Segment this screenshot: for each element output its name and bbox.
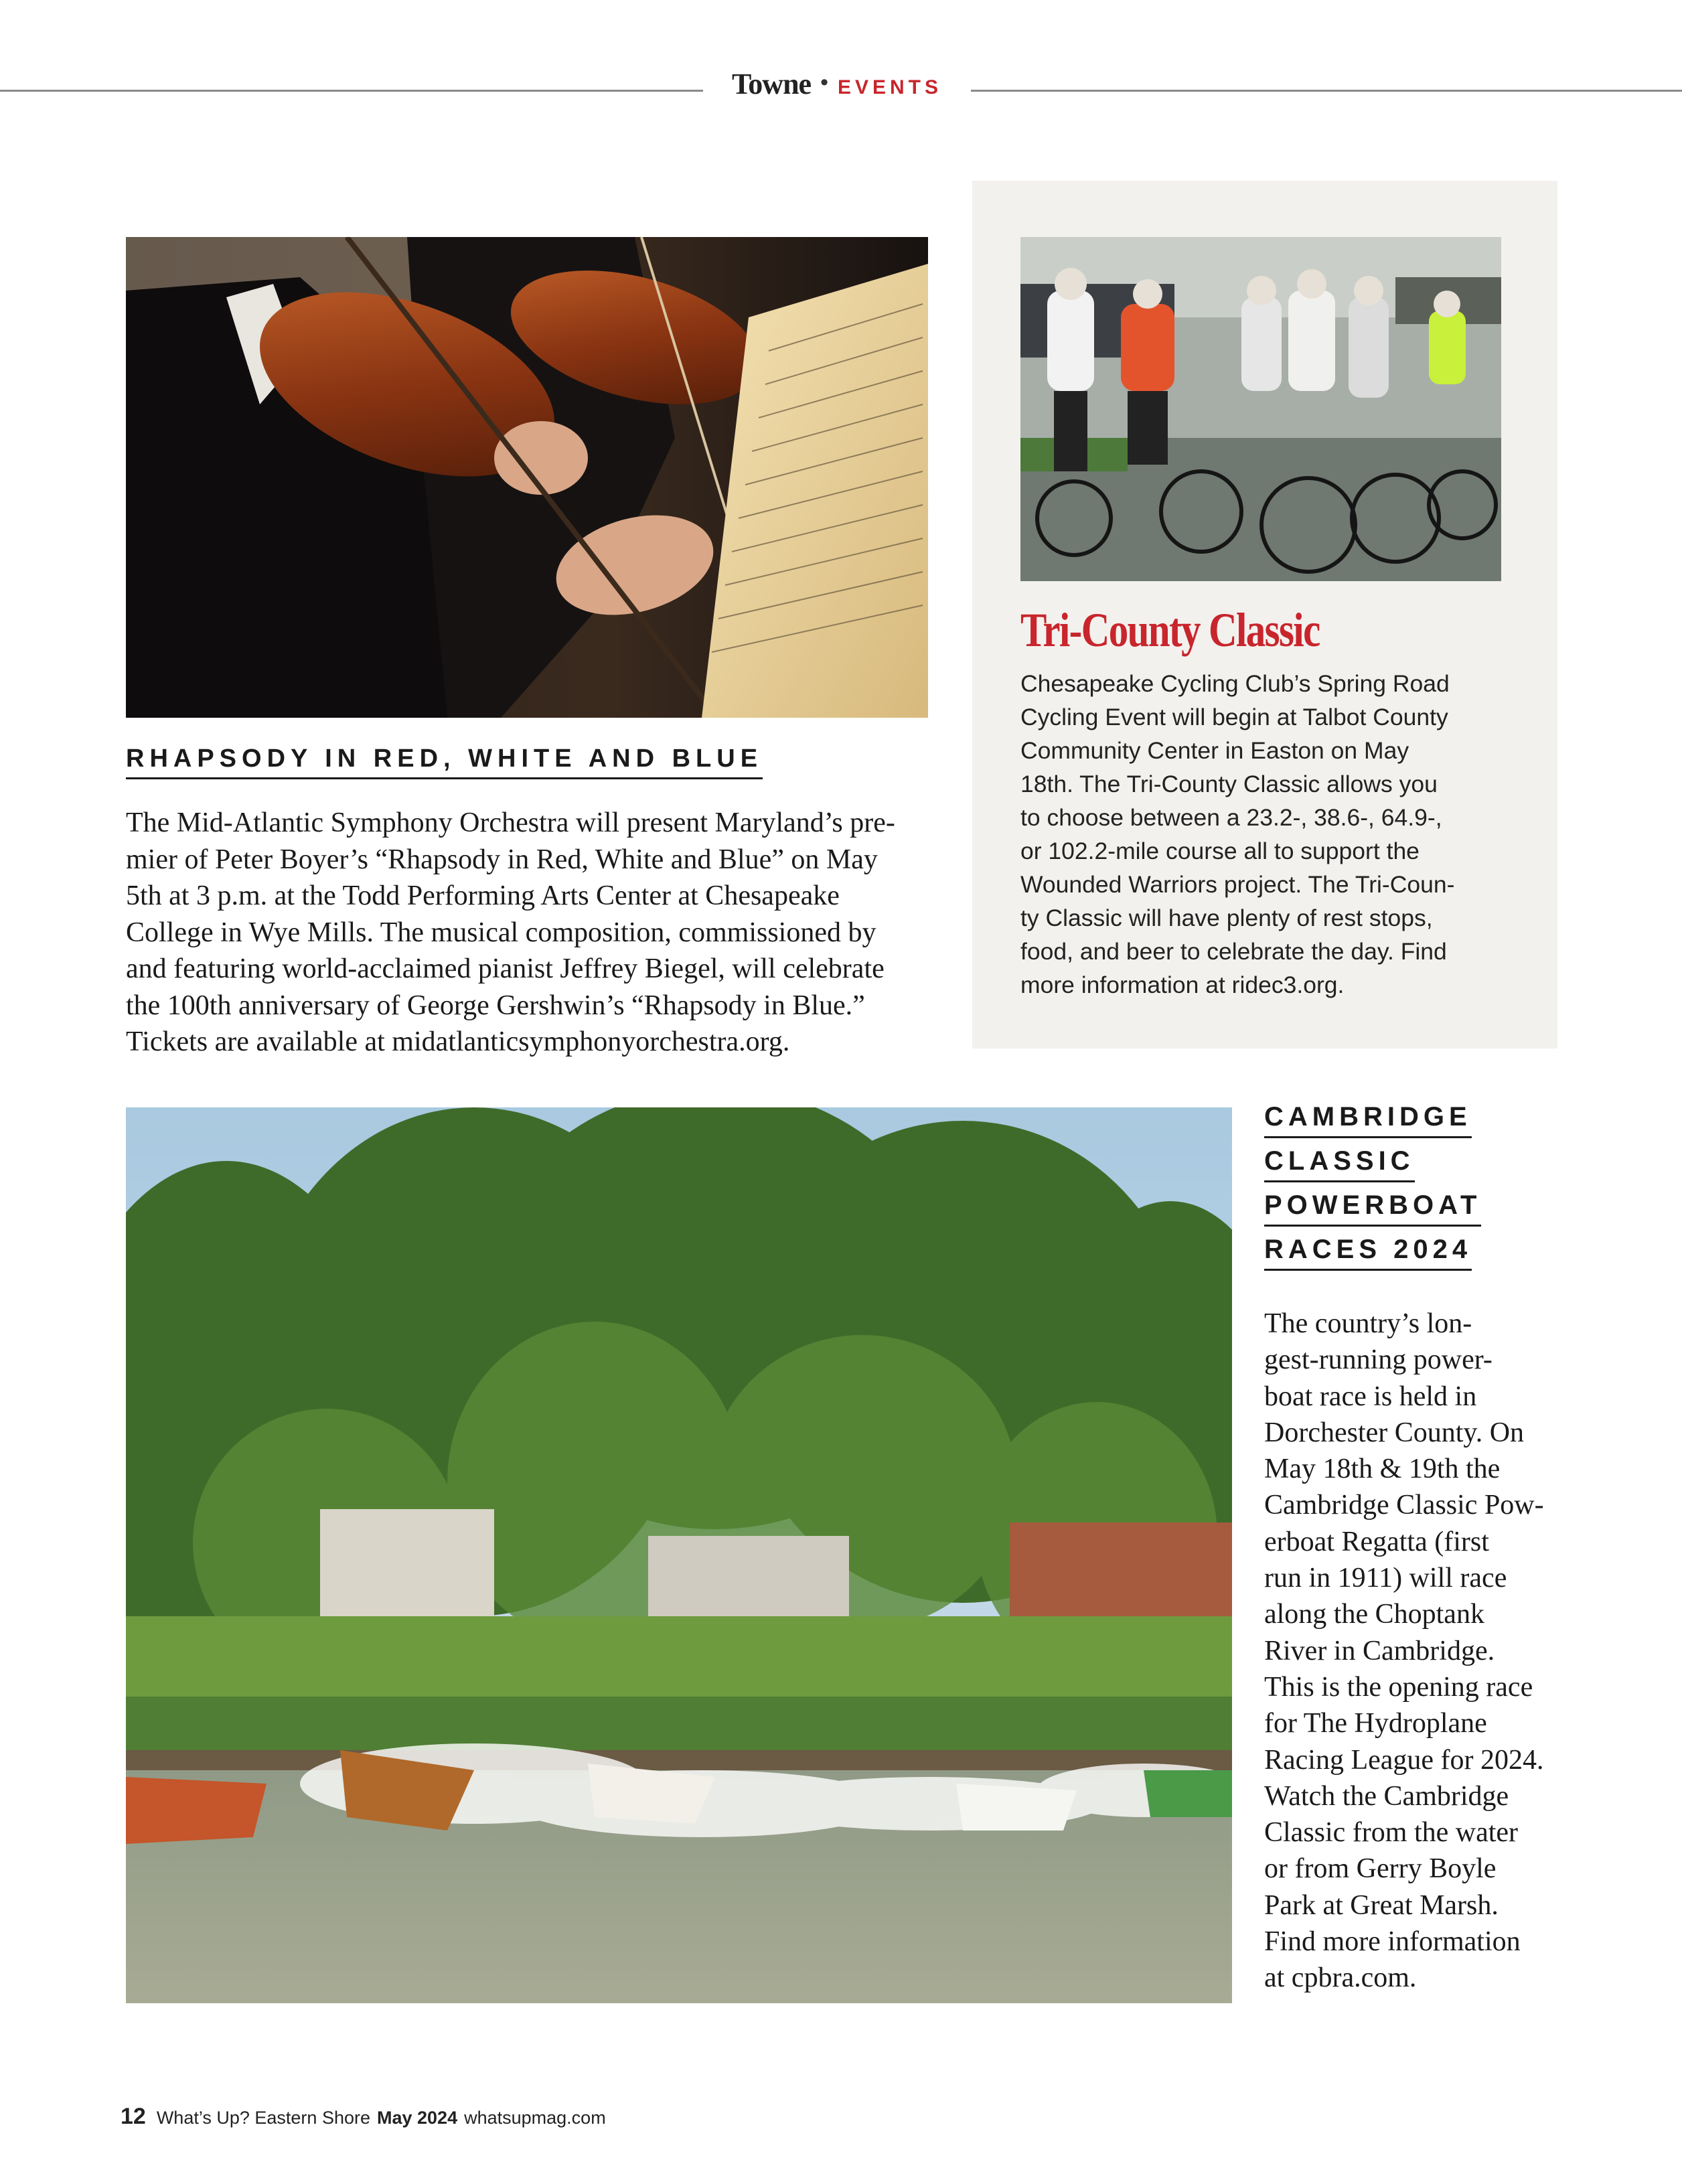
rhapsody-line: the 100th anniversary of George Gershwin’s “Rhapsody in Blue.”	[126, 990, 865, 1021]
header-rule-left	[0, 90, 703, 92]
page-footer	[121, 2104, 606, 2130]
website-url: whatsupmag.com	[464, 2108, 606, 2128]
tricounty-line: food, and beer to celebrate the day. Find	[1020, 938, 1447, 965]
cambridge-line: Park at Great Marsh.	[1264, 1889, 1499, 1921]
cambridge-line: Classic from the water	[1264, 1817, 1519, 1849]
cambridge-line: for The Hydroplane	[1264, 1708, 1487, 1739]
cambridge-heading	[1264, 1102, 1572, 1279]
cambridge-line: boat race is held in	[1264, 1381, 1477, 1412]
running-header	[710, 67, 964, 101]
tricounty-body	[1020, 667, 1503, 1002]
rhapsody-line: 5th at 3 p.m. at the Todd Performing Arts Center at Chesapeake	[126, 880, 840, 911]
cycling-photo	[1020, 237, 1501, 581]
rhapsody-line: Tickets are available at midatlanticsymphonyorchestra.org.	[126, 1026, 790, 1057]
violin-photo-illustration	[126, 237, 928, 718]
cycling-photo-illustration	[1020, 237, 1501, 581]
tricounty-line: more information at ridec3.org.	[1020, 971, 1345, 998]
cambridge-line: River in Cambridge.	[1264, 1635, 1495, 1666]
tricounty-line: Wounded Warriors project. The Tri-Coun-	[1020, 871, 1455, 898]
cambridge-line: Racing League for 2024.	[1264, 1744, 1544, 1776]
header-separator: •	[820, 70, 828, 95]
rhapsody-line: and featuring world-acclaimed pianist Jeffrey Biegel, will celebrate	[126, 953, 885, 984]
cambridge-line: or from Gerry Boyle	[1264, 1853, 1497, 1885]
cambridge-line: Watch the Cambridge	[1264, 1780, 1509, 1812]
cambridge-line: This is the opening race	[1264, 1671, 1533, 1703]
rhapsody-heading: RHAPSODY IN RED, WHITE AND BLUE	[126, 745, 763, 779]
cambridge-line: along the Choptank	[1264, 1599, 1484, 1630]
rhapsody-line: The Mid-Atlantic Symphony Orchestra will present Maryland’s pre-	[126, 807, 895, 838]
rhapsody-line: mier of Peter Boyer’s “Rhapsody in Red, White and Blue” on May	[126, 844, 878, 875]
cambridge-heading-line: POWERBOAT	[1264, 1190, 1481, 1227]
header-section: EVENTS	[837, 76, 943, 98]
tricounty-line: Community Center in Easton on May	[1020, 737, 1409, 764]
issue-date: May 2024	[377, 2108, 458, 2128]
cambridge-line: May 18th & 19th the	[1264, 1454, 1501, 1485]
rhapsody-line: College in Wye Mills. The musical composition, commissioned by	[126, 917, 876, 948]
violin-photo	[126, 237, 928, 718]
cambridge-line: at cpbra.com.	[1264, 1962, 1417, 1994]
cambridge-heading-line: CLASSIC	[1264, 1146, 1415, 1182]
tricounty-title: Tri-County Classic	[1020, 603, 1320, 657]
cambridge-line: The country’s lon-	[1264, 1308, 1472, 1339]
powerboat-photo	[126, 1107, 1232, 2003]
header-rule-right	[971, 90, 1682, 92]
cambridge-line: erboat Regatta (first	[1264, 1526, 1489, 1557]
tricounty-line: to choose between a 23.2-, 38.6-, 64.9-,	[1020, 804, 1442, 831]
cambridge-line: run in 1911) will race	[1264, 1563, 1507, 1594]
tricounty-line: or 102.2-mile course all to support the	[1020, 838, 1420, 864]
cambridge-body	[1264, 1306, 1565, 1997]
tricounty-line: ty Classic will have plenty of rest stops,	[1020, 905, 1433, 931]
header-brand: Towne	[731, 68, 812, 100]
tricounty-line: Chesapeake Cycling Club’s Spring Road	[1020, 670, 1450, 697]
cambridge-line: Cambridge Classic Pow-	[1264, 1490, 1544, 1521]
publication-name: What’s Up? Eastern Shore	[156, 2108, 370, 2128]
page-number: 12	[121, 2104, 146, 2129]
powerboat-photo-illustration	[126, 1107, 1232, 2003]
cambridge-line: gest-running power-	[1264, 1344, 1493, 1376]
cambridge-heading-line: RACES 2024	[1264, 1235, 1472, 1271]
rhapsody-body	[126, 805, 949, 1061]
tricounty-line: 18th. The Tri-County Classic allows you	[1020, 771, 1438, 797]
cambridge-heading-line: CAMBRIDGE	[1264, 1102, 1472, 1138]
tricounty-line: Cycling Event will begin at Talbot County	[1020, 704, 1448, 730]
cambridge-line: Find more information	[1264, 1926, 1521, 1958]
cambridge-line: Dorchester County. On	[1264, 1417, 1525, 1448]
